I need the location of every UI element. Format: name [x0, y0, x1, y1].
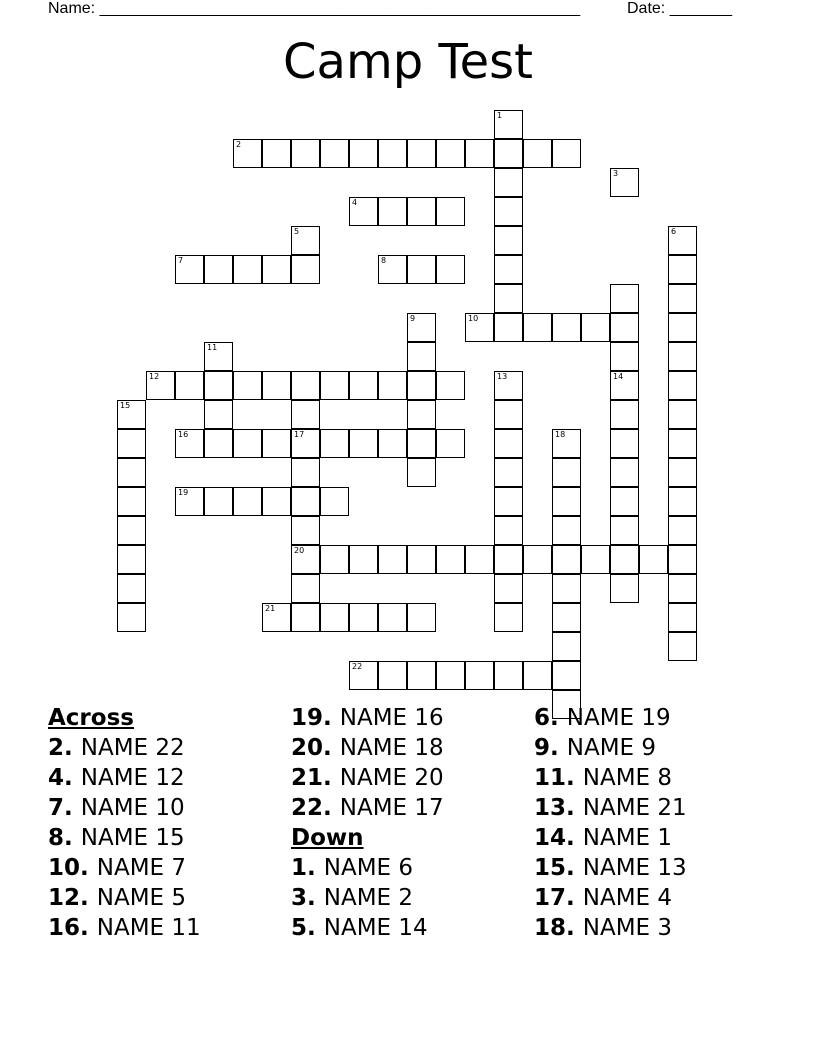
grid-cell: [407, 661, 436, 690]
grid-cell: [320, 487, 349, 516]
clue-text: NAME 2: [323, 885, 414, 911]
grid-cell: [204, 342, 233, 371]
grid-cell: [494, 255, 523, 284]
clue-number-label: 22: [352, 662, 363, 671]
grid-cell: [349, 661, 378, 690]
grid-cell: [668, 458, 697, 487]
grid-cell: [204, 429, 233, 458]
grid-cell: [668, 545, 697, 574]
clue-number: 20.: [291, 735, 340, 761]
clue-item: [534, 883, 687, 913]
grid-cell: [668, 255, 697, 284]
grid-cell: [494, 574, 523, 603]
grid-cell: [552, 516, 581, 545]
grid-cell: [494, 429, 523, 458]
clue-number: 7.: [48, 795, 81, 821]
clue-text: NAME 22: [80, 735, 185, 761]
grid-cell: [233, 139, 262, 168]
grid-cell: [262, 429, 291, 458]
clue-number: 4.: [48, 765, 81, 791]
clue-text: NAME 21: [582, 795, 687, 821]
clue-item: [48, 853, 201, 883]
clue-number-label: 13: [497, 372, 508, 381]
clue-text: NAME 6: [323, 855, 414, 881]
grid-cell: [552, 545, 581, 574]
grid-cell: [436, 255, 465, 284]
clue-number: 12.: [48, 885, 97, 911]
clue-number-label: 14: [613, 372, 624, 381]
clue-text: NAME 3: [582, 915, 673, 941]
clue-text: NAME 14: [323, 915, 428, 941]
grid-cell: [610, 545, 639, 574]
grid-cell: [378, 197, 407, 226]
grid-cell: [291, 255, 320, 284]
grid-cell: [494, 458, 523, 487]
grid-cell: [668, 574, 697, 603]
grid-cell: [291, 516, 320, 545]
grid-cell: [465, 661, 494, 690]
grid-cell: [204, 371, 233, 400]
grid-cell: [668, 516, 697, 545]
grid-cell: [320, 545, 349, 574]
grid-cell: [494, 197, 523, 226]
grid-cell: [262, 603, 291, 632]
grid-cell: [494, 487, 523, 516]
clue-number: 8.: [48, 825, 81, 851]
clue-number-label: 19: [178, 488, 189, 497]
clue-text: NAME 1: [582, 825, 673, 851]
grid-cell: [494, 371, 523, 400]
grid-cell: [349, 429, 378, 458]
grid-cell: [320, 603, 349, 632]
clue-text: NAME 5: [96, 885, 187, 911]
grid-cell: [407, 313, 436, 342]
grid-cell: [291, 603, 320, 632]
clue-number-label: 21: [265, 604, 276, 613]
grid-cell: [320, 139, 349, 168]
grid-cell: [494, 603, 523, 632]
clue-number: 14.: [534, 825, 583, 851]
grid-cell: [233, 371, 262, 400]
clue-number: 16.: [48, 915, 97, 941]
grid-cell: [610, 574, 639, 603]
clue-item: [291, 763, 444, 793]
clue-number: 22.: [291, 795, 340, 821]
grid-cell: [407, 197, 436, 226]
grid-cell: [262, 255, 291, 284]
grid-cell: [436, 197, 465, 226]
grid-cell: [407, 458, 436, 487]
grid-cell: [378, 661, 407, 690]
grid-cell: [465, 545, 494, 574]
grid-cell: [668, 400, 697, 429]
clue-text: NAME 10: [80, 795, 185, 821]
grid-cell: [117, 458, 146, 487]
clue-item: [534, 853, 687, 883]
grid-cell: [407, 400, 436, 429]
grid-cell: [117, 487, 146, 516]
clue-number-label: 18: [555, 430, 566, 439]
clue-item: [534, 913, 687, 943]
clue-number-label: 3: [613, 169, 619, 178]
grid-cell: [639, 545, 668, 574]
grid-cell: [407, 429, 436, 458]
clue-item: [291, 793, 444, 823]
clue-text: NAME 15: [80, 825, 185, 851]
clue-item: [291, 913, 444, 943]
clue-number: 9.: [534, 735, 567, 761]
grid-cell: [407, 139, 436, 168]
grid-cell: [610, 371, 639, 400]
grid-cell: [204, 487, 233, 516]
grid-cell: [349, 197, 378, 226]
grid-cell: [378, 429, 407, 458]
grid-cell: [552, 429, 581, 458]
date-field-label: Date: _______: [627, 0, 732, 17]
grid-cell: [117, 400, 146, 429]
grid-cell: [668, 632, 697, 661]
grid-cell: [668, 313, 697, 342]
clue-number-label: 11: [207, 343, 218, 352]
clue-item: [291, 883, 444, 913]
clue-number: 1.: [291, 855, 324, 881]
clue-number-label: 9: [410, 314, 416, 323]
grid-cell: [378, 371, 407, 400]
grid-cell: [494, 313, 523, 342]
grid-cell: [436, 139, 465, 168]
grid-cell: [523, 313, 552, 342]
clue-text: NAME 7: [96, 855, 187, 881]
grid-cell: [610, 516, 639, 545]
clue-number-label: 16: [178, 430, 189, 439]
clue-column-2: [291, 703, 444, 943]
grid-cell: [291, 371, 320, 400]
grid-cell: [378, 603, 407, 632]
clue-number-label: 20: [294, 546, 305, 555]
grid-cell: [610, 168, 639, 197]
clue-number-label: 4: [352, 198, 358, 207]
grid-cell: [233, 487, 262, 516]
clue-number: 11.: [534, 765, 583, 791]
grid-cell: [552, 632, 581, 661]
clue-item: [534, 823, 687, 853]
grid-cell: [291, 400, 320, 429]
grid-cell: [494, 168, 523, 197]
clue-number-label: 10: [468, 314, 479, 323]
grid-cell: [523, 661, 552, 690]
grid-cell: [494, 400, 523, 429]
grid-cell: [494, 545, 523, 574]
grid-cell: [175, 371, 204, 400]
grid-cell: [523, 139, 552, 168]
grid-cell: [117, 574, 146, 603]
page-title: Camp Test: [283, 34, 533, 90]
grid-cell: [668, 429, 697, 458]
grid-cell: [668, 284, 697, 313]
clue-text: NAME 18: [339, 735, 444, 761]
clue-number-label: 2: [236, 140, 242, 149]
clue-number-label: 7: [178, 256, 184, 265]
grid-cell: [465, 139, 494, 168]
grid-cell: [494, 284, 523, 313]
clue-item: [48, 823, 201, 853]
name-field-label: Name: ______________________________________________________: [48, 0, 581, 17]
clue-item: [291, 703, 444, 733]
grid-cell: [494, 139, 523, 168]
clue-number: 17.: [534, 885, 583, 911]
grid-cell: [291, 574, 320, 603]
grid-cell: [494, 226, 523, 255]
grid-cell: [320, 429, 349, 458]
grid-cell: [552, 458, 581, 487]
clue-item: [534, 733, 687, 763]
grid-cell: [175, 429, 204, 458]
clue-number-label: 17: [294, 430, 305, 439]
clue-item: [534, 763, 687, 793]
down-heading: Down: [291, 825, 364, 851]
grid-cell: [610, 487, 639, 516]
clue-column-3: [534, 703, 687, 943]
grid-cell: [204, 255, 233, 284]
grid-cell: [552, 574, 581, 603]
grid-cell: [465, 313, 494, 342]
grid-cell: [407, 255, 436, 284]
grid-cell: [291, 139, 320, 168]
grid-cell: [378, 139, 407, 168]
across-heading: Across: [48, 705, 134, 731]
grid-cell: [117, 545, 146, 574]
grid-cell: [494, 516, 523, 545]
clue-item: [534, 703, 687, 733]
grid-cell: [552, 313, 581, 342]
grid-cell: [552, 661, 581, 690]
grid-cell: [407, 342, 436, 371]
grid-cell: [610, 313, 639, 342]
clue-number: 10.: [48, 855, 97, 881]
grid-cell: [175, 255, 204, 284]
clue-number-label: 8: [381, 256, 387, 265]
grid-cell: [291, 429, 320, 458]
clue-text: NAME 12: [80, 765, 185, 791]
clue-number-label: 12: [149, 372, 160, 381]
grid-cell: [320, 371, 349, 400]
grid-cell: [378, 255, 407, 284]
grid-cell: [291, 545, 320, 574]
clue-item: [48, 733, 201, 763]
clue-item: [48, 763, 201, 793]
grid-cell: [668, 603, 697, 632]
grid-cell: [668, 226, 697, 255]
grid-cell: [262, 487, 291, 516]
clue-item: [291, 853, 444, 883]
grid-cell: [349, 545, 378, 574]
clue-number: 2.: [48, 735, 81, 761]
clue-number: 18.: [534, 915, 583, 941]
clue-number: 5.: [291, 915, 324, 941]
grid-cell: [552, 603, 581, 632]
grid-cell: [175, 487, 204, 516]
grid-cell: [291, 487, 320, 516]
grid-cell: [233, 255, 262, 284]
clue-item: [534, 793, 687, 823]
grid-cell: [523, 545, 552, 574]
clue-text: NAME 20: [339, 765, 444, 791]
grid-cell: [117, 429, 146, 458]
grid-cell: [668, 342, 697, 371]
grid-cell: [436, 371, 465, 400]
clue-item: [48, 913, 201, 943]
clue-number: 6.: [534, 705, 567, 731]
clue-number-label: 1: [497, 111, 503, 120]
grid-cell: [610, 284, 639, 313]
clue-text: NAME 19: [566, 705, 671, 731]
clue-text: NAME 16: [339, 705, 444, 731]
clue-text: NAME 13: [582, 855, 687, 881]
grid-cell: [610, 400, 639, 429]
grid-cell: [494, 110, 523, 139]
clue-item: [48, 793, 201, 823]
grid-cell: [436, 661, 465, 690]
clue-text: NAME 4: [582, 885, 673, 911]
grid-cell: [204, 400, 233, 429]
clue-number: 13.: [534, 795, 583, 821]
grid-cell: [581, 313, 610, 342]
grid-cell: [407, 603, 436, 632]
grid-cell: [117, 603, 146, 632]
grid-cell: [610, 458, 639, 487]
grid-cell: [668, 371, 697, 400]
clue-number: 19.: [291, 705, 340, 731]
grid-cell: [407, 545, 436, 574]
grid-cell: [233, 429, 262, 458]
clue-number-label: 15: [120, 401, 131, 410]
grid-cell: [349, 603, 378, 632]
grid-cell: [291, 226, 320, 255]
grid-cell: [610, 429, 639, 458]
grid-cell: [262, 139, 291, 168]
grid-cell: [378, 545, 407, 574]
grid-cell: [668, 487, 697, 516]
clue-number: 15.: [534, 855, 583, 881]
clue-number: 3.: [291, 885, 324, 911]
clue-text: NAME 17: [339, 795, 444, 821]
clue-text: NAME 11: [96, 915, 201, 941]
grid-cell: [494, 661, 523, 690]
clue-number-label: 6: [671, 227, 677, 236]
grid-cell: [291, 458, 320, 487]
clue-item: [48, 883, 201, 913]
grid-cell: [407, 371, 436, 400]
clue-text: NAME 9: [566, 735, 657, 761]
clue-item: [291, 733, 444, 763]
grid-cell: [349, 139, 378, 168]
grid-cell: [610, 342, 639, 371]
clue-number: 21.: [291, 765, 340, 791]
grid-cell: [436, 545, 465, 574]
clue-number-label: 5: [294, 227, 300, 236]
clue-text: NAME 8: [582, 765, 673, 791]
grid-cell: [581, 545, 610, 574]
grid-cell: [146, 371, 175, 400]
grid-cell: [552, 139, 581, 168]
grid-cell: [349, 371, 378, 400]
clue-column-1: [48, 703, 201, 943]
grid-cell: [262, 371, 291, 400]
grid-cell: [436, 429, 465, 458]
grid-cell: [552, 487, 581, 516]
grid-cell: [117, 516, 146, 545]
